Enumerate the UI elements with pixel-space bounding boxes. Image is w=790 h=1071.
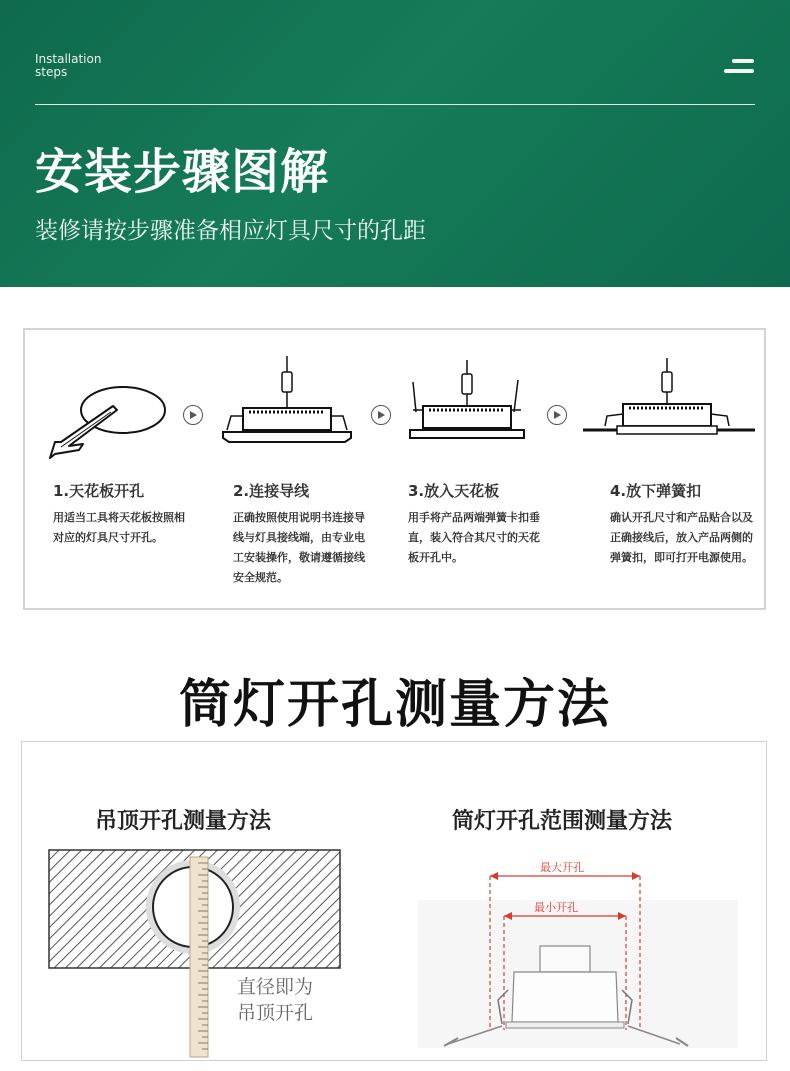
ceiling-hole-illustration [48, 849, 348, 1059]
english-heading [35, 53, 101, 79]
step-2-title: 2.连接导线 [233, 482, 310, 500]
min-hole-label: 最小开孔 [534, 902, 578, 914]
header-divider [35, 104, 755, 105]
page-title: 安装步骤图解 [35, 144, 330, 200]
section-title: 筒灯开孔测量方法 [178, 675, 611, 735]
downlight-range-illustration [418, 850, 748, 1050]
step-4 [565, 330, 765, 610]
header-banner [0, 0, 790, 287]
step-2-description: 正确按照使用说明书连接导线与灯具接线端，由专业电工安装操作，敬请遵循接线安全规范。 [233, 511, 365, 584]
installation-steps-panel [23, 328, 766, 610]
max-hole-label: 最大开孔 [540, 862, 584, 874]
measurement-panel [21, 741, 767, 1061]
diameter-note-line1: 直径即为 [237, 976, 314, 998]
diameter-note [237, 974, 313, 1026]
ceiling-measure-title: 吊顶开孔测量方法 [95, 809, 272, 834]
step-4-description: 确认开孔尺寸和产品贴合以及正确接线后，放入产品两侧的弹簧扣，即可打开电源使用。 [610, 511, 753, 564]
step-3 [380, 330, 560, 610]
release-spring-illustration [565, 350, 765, 470]
english-heading-line2: steps [35, 65, 68, 79]
step-3-description: 用手将产品两端弹簧卡扣垂直，装入符合其尺寸的天花板开孔中。 [408, 511, 540, 564]
step-1-title: 1.天花板开孔 [53, 482, 145, 500]
wiring-illustration [205, 350, 380, 470]
insert-ceiling-illustration [380, 350, 560, 470]
downlight-range-title: 筒灯开孔范围测量方法 [452, 809, 673, 834]
step-1-description: 用适当工具将天花板按照相对应的灯具尺寸开孔。 [53, 511, 185, 544]
ceiling-cutting-illustration [25, 350, 205, 470]
step-2 [205, 330, 380, 610]
diameter-note-line2: 吊顶开孔 [237, 1002, 314, 1024]
step-3-title: 3.放入天花板 [408, 482, 500, 500]
step-1 [25, 330, 205, 610]
next-arrow-icon [183, 405, 203, 425]
hamburger-menu-icon[interactable] [724, 58, 754, 76]
next-arrow-icon [547, 405, 567, 425]
english-heading-line1: Installation [35, 52, 102, 66]
page-subtitle: 装修请按步骤准备相应灯具尺寸的孔距 [35, 218, 426, 244]
step-4-title: 4.放下弹簧扣 [610, 482, 702, 500]
